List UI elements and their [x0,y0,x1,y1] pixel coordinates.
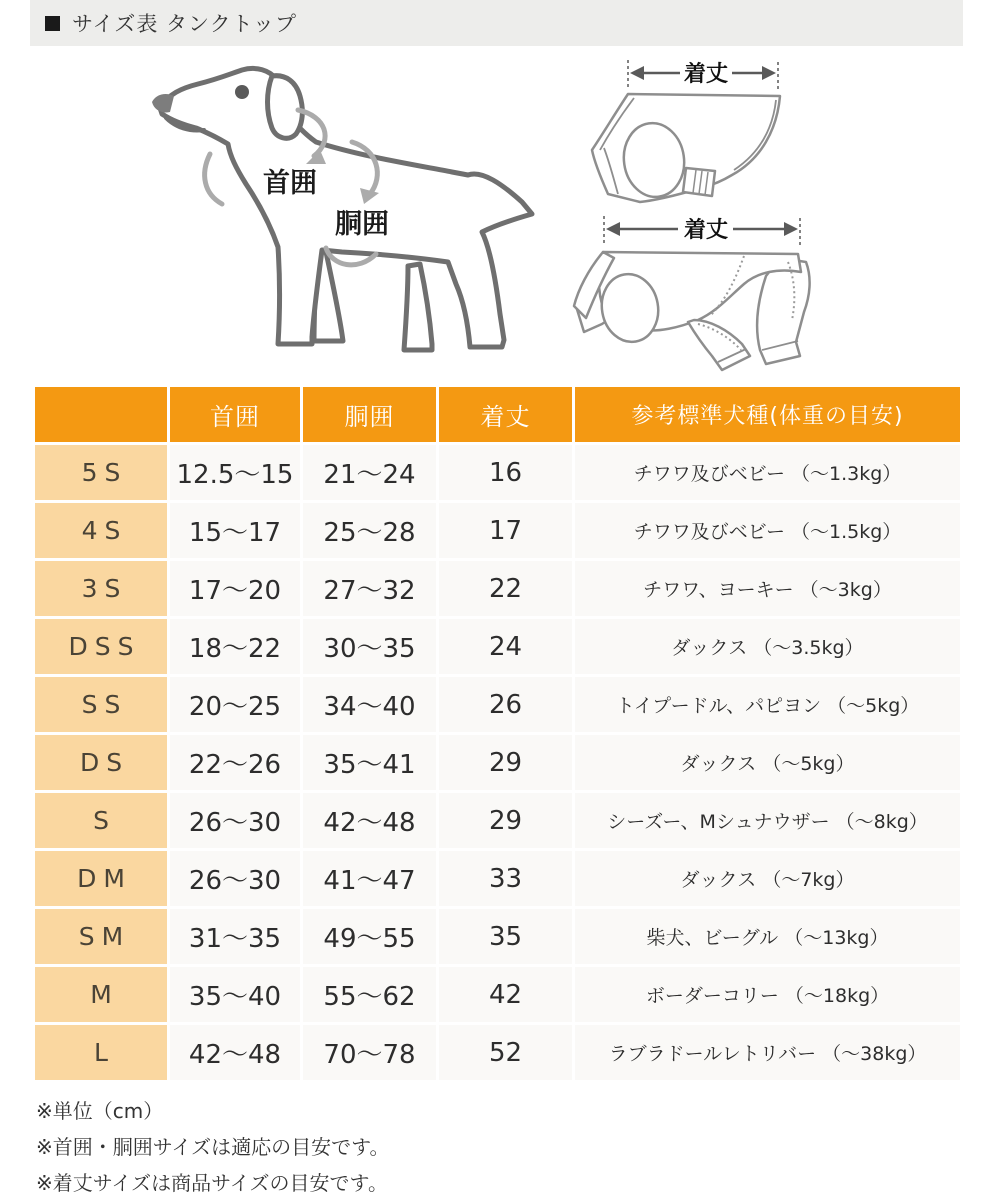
size-label-cell: L [35,1025,167,1080]
breed-cell: チワワ、ヨーキー （～3kg） [575,561,960,616]
girth-label: 胴囲 [335,209,389,240]
table-row [35,503,960,558]
neck-cell: 26～30 [170,851,300,906]
neck-cell: 12.5～15 [170,445,300,500]
size-label-cell: 4S [35,503,167,558]
dog-eye [235,85,249,99]
girth-cell: 41～47 [303,851,436,906]
neck-cell: 18～22 [170,619,300,674]
table-row [35,677,960,732]
table-row [35,445,960,500]
breed-cell: 柴犬、ビーグル （～13kg） [575,909,960,964]
girth-cell: 49～55 [303,909,436,964]
header-length: 着丈 [439,387,572,442]
size-label-cell: SM [35,909,167,964]
breed-cell: ダックス （～7kg） [575,851,960,906]
length-cell: 33 [439,851,572,906]
romper-length-diagram [548,208,997,380]
breed-cell: チワワ及びベビー （～1.3kg） [575,445,960,500]
girth-cell: 35～41 [303,735,436,790]
footnote-line: ※首囲・胴囲サイズは適応の目安です。 [36,1135,390,1159]
neck-cell: 15～17 [170,503,300,558]
size-label-cell: DM [35,851,167,906]
size-table-header [35,387,960,442]
section-title-bar [30,0,963,46]
girth-cell: 21～24 [303,445,436,500]
breed-cell: ボーダーコリー （～18kg） [575,967,960,1022]
size-label-cell: DS [35,735,167,790]
length-cell: 26 [439,677,572,732]
tank-top-length-diagram [552,56,997,211]
neck-cell: 22～26 [170,735,300,790]
size-label-cell: DSS [35,619,167,674]
neck-cell: 26～30 [170,793,300,848]
neck-cell: 31～35 [170,909,300,964]
romper-length-label: 着丈 [683,218,729,243]
girth-cell: 42～48 [303,793,436,848]
girth-cell: 34～40 [303,677,436,732]
length-cell: 24 [439,619,572,674]
breed-cell: ラブラドールレトリバー （～38kg） [575,1025,960,1080]
size-label-cell: 5S [35,445,167,500]
length-cell: 16 [439,445,572,500]
table-row [35,619,960,674]
header-row [35,387,960,442]
size-label-cell: S [35,793,167,848]
length-arrow-left-head [606,222,620,236]
dog-ear [268,76,303,139]
header-girth: 胴囲 [303,387,436,442]
length-arrow-right-head [762,66,776,80]
breed-cell: ダックス （～3.5kg） [575,619,960,674]
table-row [35,1025,960,1080]
size-label-cell: M [35,967,167,1022]
dog-far-hind-leg [404,264,432,350]
neck-label: 首囲 [263,168,317,199]
neck-measure-arc-lower [205,154,222,204]
neck-cell: 17～20 [170,561,300,616]
footnotes [36,1093,999,1201]
table-row [35,735,960,790]
dog-measurement-illustration [130,52,550,374]
girth-cell: 25～28 [303,503,436,558]
table-row [35,793,960,848]
neck-cell: 35～40 [170,967,300,1022]
measurement-diagram-area [0,46,999,384]
size-label-cell: 3S [35,561,167,616]
footnote-line: ※着丈サイズは商品サイズの目安です。 [36,1171,388,1195]
length-cell: 35 [439,909,572,964]
tank-top-length-label: 着丈 [683,62,729,87]
page-title: サイズ表 タンクトップ [72,12,297,36]
dog-body-outline [160,68,532,347]
length-cell: 17 [439,503,572,558]
neck-cell: 20～25 [170,677,300,732]
length-cell: 29 [439,735,572,790]
breed-cell: ダックス （～5kg） [575,735,960,790]
length-cell: 52 [439,1025,572,1080]
size-table-body [35,445,960,1080]
length-arrow-right-head [784,222,798,236]
breed-cell: シーズー、Mシュナウザー （～8kg） [575,793,960,848]
length-cell: 22 [439,561,572,616]
header-neck: 首囲 [170,387,300,442]
girth-cell: 30～35 [303,619,436,674]
footnote-line: ※単位（cm） [36,1099,164,1123]
table-row [35,967,960,1022]
girth-cell: 55～62 [303,967,436,1022]
table-row [35,851,960,906]
breed-cell: チワワ及びベビー （～1.5kg） [575,503,960,558]
size-label-cell: SS [35,677,167,732]
neck-cell: 42～48 [170,1025,300,1080]
breed-cell: トイプードル、パピヨン （～5kg） [575,677,960,732]
square-bullet-icon [45,16,60,31]
girth-cell: 27～32 [303,561,436,616]
header-size-blank [35,387,167,442]
girth-cell: 70～78 [303,1025,436,1080]
length-cell: 29 [439,793,572,848]
table-row [35,561,960,616]
length-arrow-left-head [630,66,644,80]
length-cell: 42 [439,967,572,1022]
table-row [35,909,960,964]
header-breed: 参考標準犬種(体重の目安) [575,387,960,442]
size-table [32,384,963,1083]
